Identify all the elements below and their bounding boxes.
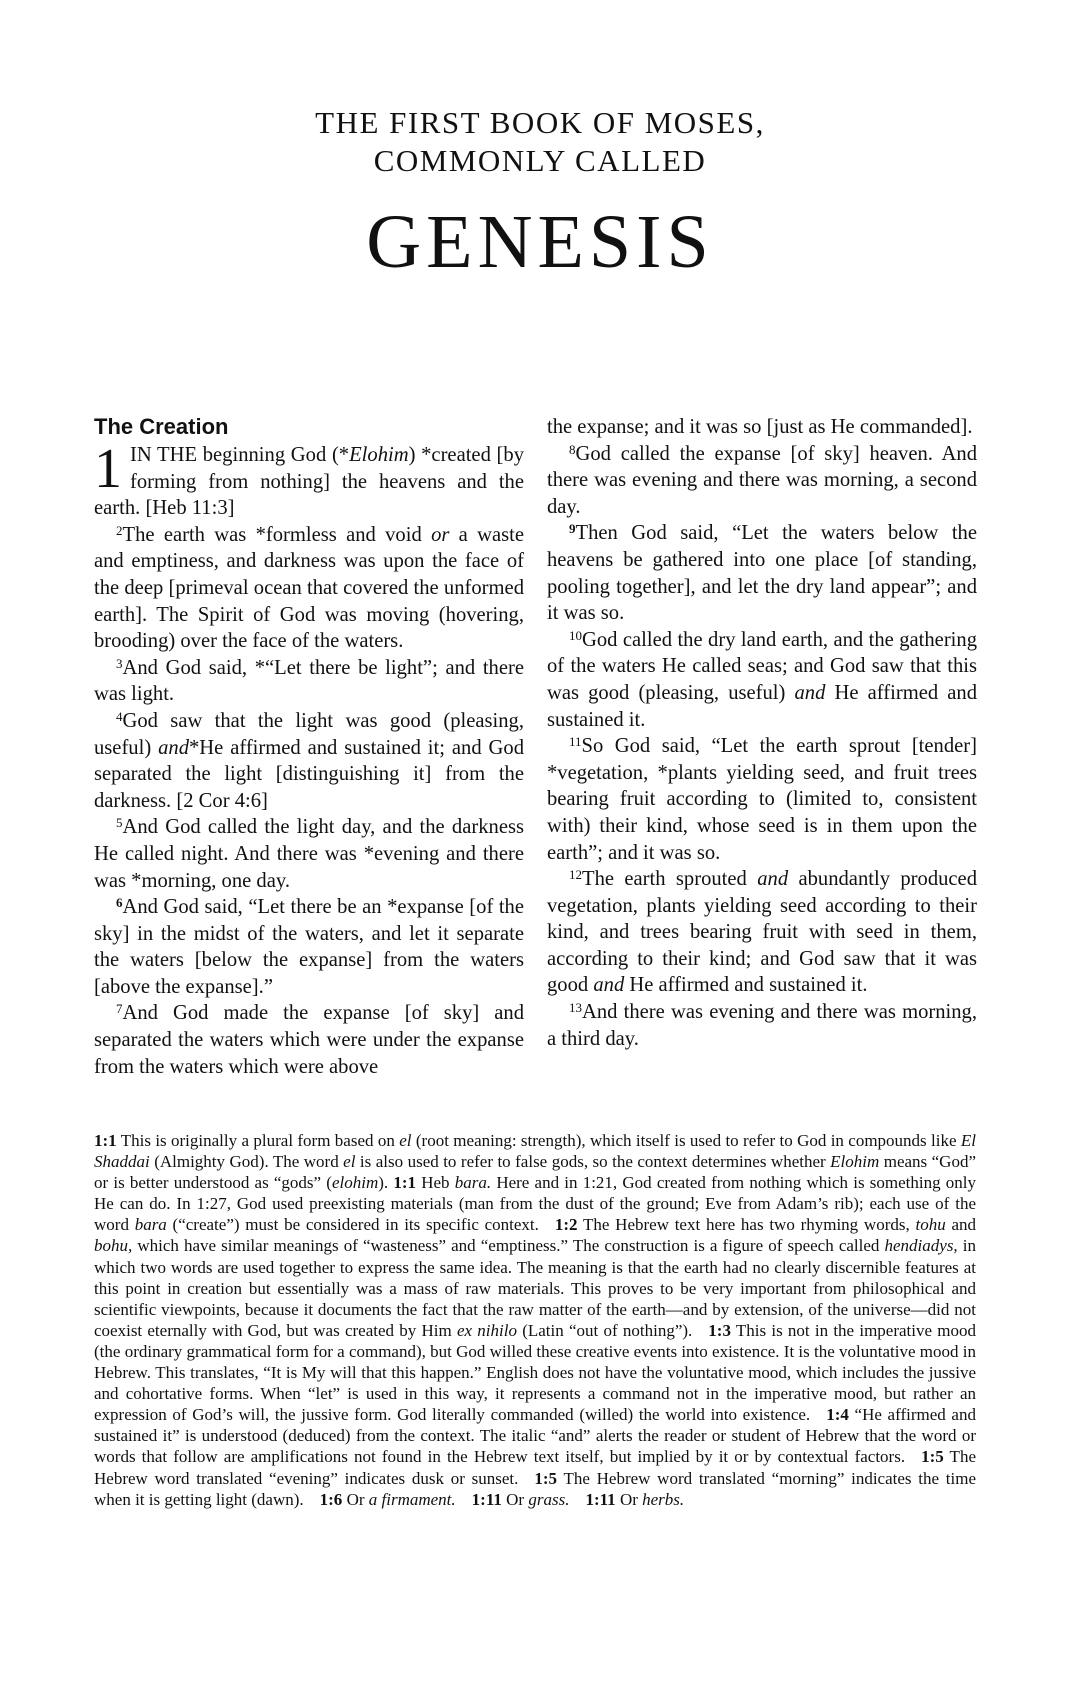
- verse-5: $^5$And God called the light day, and the darkness He called night. And there was *evening and there was *morning, one day.: [94, 815, 524, 892]
- section-heading: The Creation: [94, 414, 229, 439]
- footnote-ref: 1:5: [921, 1447, 944, 1467]
- verse-number: 11: [569, 734, 582, 750]
- verse-number: 4: [116, 708, 123, 724]
- verse-3: $^3$And God said, *“Let there be light”; and there was light.: [94, 655, 524, 706]
- footnote-ref: 1:11: [585, 1489, 616, 1509]
- verse-number: 5: [116, 815, 123, 831]
- verse-number: 12: [569, 867, 582, 883]
- verse-4: $^4$God saw that the light was good (pleasing, useful) and*He affirmed and sustained it; and God separated the light [distinguishing it] from the darkness. [2 Cor 4:6]: [94, 708, 524, 812]
- verse-number: 10: [569, 627, 582, 643]
- verse-6: $^6$And God said, “Let there be an *expanse [of the sky] in the midst of the waters, and let it separate the waters [below the expanse] from the waters [above the expanse].”: [94, 895, 524, 998]
- chapter-number-dropcap: 1: [94, 438, 122, 500]
- book-header: [0, 104, 1080, 282]
- verse-7-continued: the expanse; and it was so [just as He commanded].: [547, 416, 973, 438]
- book-subtitle-line2: COMMONLY CALLED: [373, 143, 707, 178]
- verse-number: 3: [116, 655, 123, 671]
- footnote-ref: 1:5: [534, 1468, 558, 1488]
- verse-9: $^9$Then God said, “Let the waters below the heavens be gathered into one place [of standing, pooling together], and let the dry land appear”; and it was so.: [547, 521, 977, 625]
- verse-number: 9: [569, 521, 576, 537]
- verse-8: $^8$God called the expanse [of sky] heaven. And there was evening and there was morning, a second day.: [547, 441, 977, 518]
- verse-2: $^2$The earth was *formless and void or a waste and emptiness, and darkness was upon the face of the deep [primeval ocean that covered the unformed earth]. The Spirit of God was moving (hovering, brooding) over the face of the waters.: [94, 522, 524, 653]
- footnote-ref: 1:2: [554, 1215, 578, 1235]
- verse-number: 13: [569, 1000, 582, 1016]
- verse-number: 7: [116, 1001, 123, 1017]
- verse-number: 8: [569, 441, 576, 457]
- verse-10: $^{10}$God called the dry land earth, and the gathering of the waters He called seas; and God saw that this was good (pleasing, useful) and He affirmed and sustained it.: [547, 627, 977, 731]
- left-column: [94, 414, 524, 1080]
- verse-1: 1 IN THE beginning God (*Elohim) *created [by forming from nothing] the heavens and the earth. [Heb 11:3]: [94, 438, 524, 520]
- footnotes: [94, 1130, 976, 1510]
- verse-11: $^{11}$So God said, “Let the earth sprout [tender] *vegetation, *plants yielding seed, and fruit trees bearing fruit according to (limited to, consistent with) their kind, whose seed is in them upon the earth”; and it was so.: [547, 734, 977, 864]
- scripture-columns: [94, 414, 994, 1114]
- footnote-ref: 1:11: [471, 1489, 502, 1509]
- verse-number: 2: [116, 522, 123, 538]
- footnote-ref: 1:3: [708, 1320, 731, 1340]
- footnote-ref: 1:1: [393, 1173, 417, 1193]
- footnote-ref: 1:4: [826, 1405, 849, 1425]
- footnote-ref: 1:6: [319, 1489, 343, 1509]
- verse-number: 6: [116, 895, 123, 911]
- right-column: [547, 414, 977, 1052]
- book-subtitle-line1: THE FIRST BOOK OF MOSES,: [315, 105, 765, 140]
- footnote-ref: 1:1: [94, 1131, 117, 1150]
- book-title: GENESIS: [366, 200, 714, 284]
- verse-12: $^{12}$The earth sprouted and abundantly produced vegetation, plants yielding seed according to their kind, and trees bearing fruit with seed in them, according to their kind; and God saw that it was good and He affirmed and sustained it.: [547, 867, 977, 997]
- verse-7: $^7$And God made the expanse [of sky] and separated the waters which were under the expanse from the waters which were above: [94, 1001, 524, 1078]
- verse-13: $^{13}$And there was evening and there was morning, a third day.: [547, 1000, 977, 1050]
- footnote-block: 1:1 This is originally a plural form based on el (root meaning: strength), which itself is used to refer to God in compounds like El Shaddai (Almighty God). The word el is also used to refer to false gods, so the context determines whether Elohim means “God” or is better understood as “gods” (elohim). 1:1 Heb bara. Here and in 1:21, God created from nothing which is something only He can do. In 1:27, God used preexisting materials (man from the dust of the ground; Eve from Adam’s rib); each use of the word bara (“create”) must be considered in its specific context. 1:2 The Hebrew text here has two rhyming words, tohu and bohu, which have similar meanings of “wasteness” and “emptiness.” The construction is a figure of speech called hendiadys, in which two words are used together to express the same idea. The meaning is that the earth had no clearly discernible features at this point in creation but essentially was a mass of raw materials. This proves to be very important from philosophical and scientific viewpoints, because it documents the fact that the raw matter of the earth—and by extension, of the universe—did not coexist eternally with God, but was created by Him ex nihilo (Latin “out of nothing”). 1:3 This is not in the imperative mood (the ordinary grammatical form for a command), but God willed these creative events into existence. It is the voluntative mood in Hebrew. This translates, “It is My will that this happen.” English does not have the voluntative mood, which includes the jussive and cohortative forms. When “let” is used in this way, it represents a command not in the imperative mood, but rather an expression of God’s will, the jussive form. God literally commanded (willed) the world into existence. 1:4 “He affirmed and sustained it” is understood (deduced) from the context. The italic “and” alerts the reader or student of Hebrew that the word or words that follow are amplifications not found in the Hebrew text itself, but implied by it or by contextual factors. 1:5 The Hebrew word translated “evening” indicates dusk or sunset. 1:5 The Hebrew word translated “morning” indicates the time when it is getting light (dawn). 1:6 Or a firmament. 1:11 Or grass. 1:11 Or herbs.: [94, 1131, 977, 1509]
